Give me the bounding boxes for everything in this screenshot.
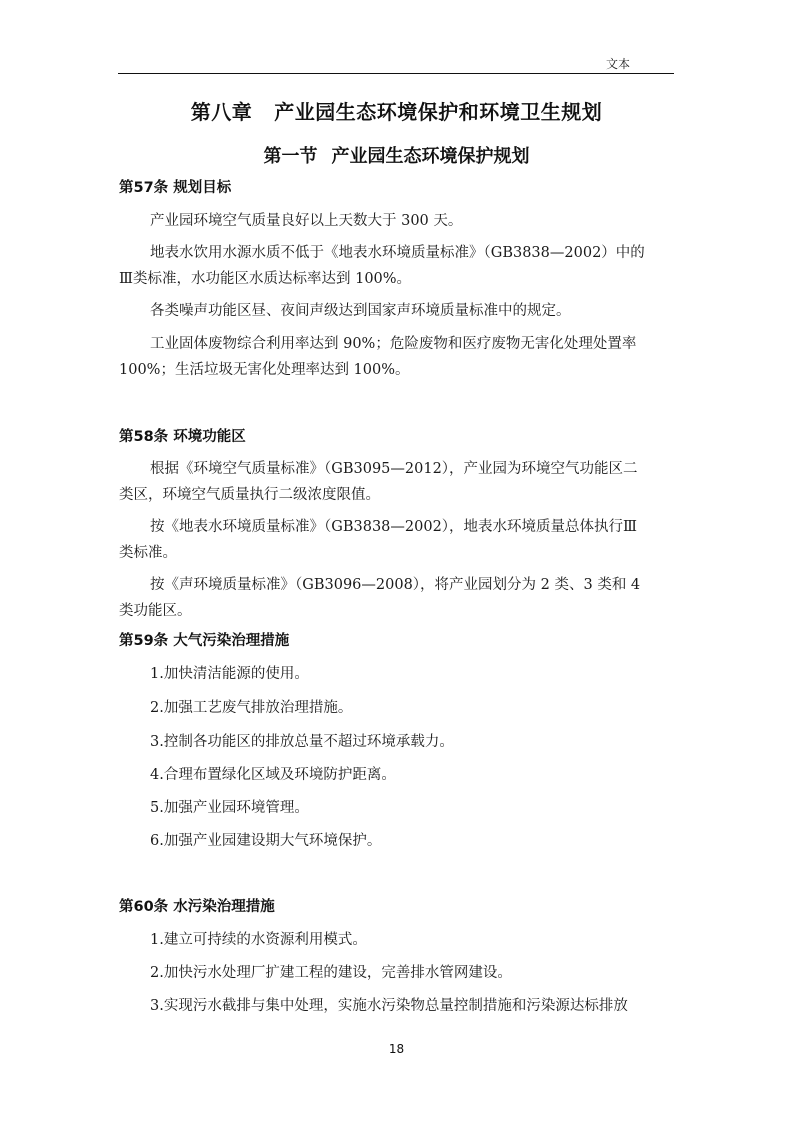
paragraph-line: 按《地表水环境质量标准》（GB3838—2002），地表水环境质量总体执行Ⅲ xyxy=(150,519,638,535)
article-heading: 第59条 大气污染治理措施 xyxy=(119,633,290,649)
paragraph-line: Ⅲ类标准，水功能区水质达标率达到 100%。 xyxy=(119,271,412,287)
section-title xyxy=(0,142,793,168)
article-heading: 第58条 环境功能区 xyxy=(119,429,246,445)
list-item: 1.加快清洁能源的使用。 xyxy=(150,666,309,682)
paragraph-line: 类区，环境空气质量执行二级浓度限值。 xyxy=(119,487,380,503)
section-title-text: 产业园生态环境保护规划 xyxy=(331,146,530,167)
article-heading: 第57条 规划目标 xyxy=(119,180,232,196)
paragraph-line: 按《声环境质量标准》（GB3096—2008），将产业园划分为 2 类、3 类和 4 xyxy=(150,577,641,593)
list-item: 5.加强产业园环境管理。 xyxy=(150,800,309,816)
paragraph-line: 根据《环境空气质量标准》（GB3095—2012），产业园为环境空气功能区二 xyxy=(150,461,638,477)
paragraph-line: 类标准。 xyxy=(119,545,177,561)
list-item: 2.加快污水处理厂扩建工程的建设，完善排水管网建设。 xyxy=(150,965,512,981)
section-number: 第一节 xyxy=(263,146,318,167)
list-item: 3.实现污水截排与集中处理，实施水污染物总量控制措施和污染源达标排放 xyxy=(150,998,628,1014)
list-item: 2.加强工艺废气排放治理措施。 xyxy=(150,700,353,716)
paragraph-line: 产业园环境空气质量良好以上天数大于 300 天。 xyxy=(150,213,463,229)
chapter-number: 第八章 xyxy=(190,100,253,124)
paragraph-line: 地表水饮用水源水质不低于《地表水环境质量标准》（GB3838—2002）中的 xyxy=(150,245,645,261)
header-rule xyxy=(118,73,674,74)
chapter-title xyxy=(0,96,793,125)
paragraph-line: 100%；生活垃圾无害化处理率达到 100%。 xyxy=(119,362,410,378)
header-label: 文本 xyxy=(606,57,631,71)
list-item: 1.建立可持续的水资源利用模式。 xyxy=(150,932,367,948)
list-item: 3.控制各功能区的排放总量不超过环境承载力。 xyxy=(150,734,454,750)
article-heading: 第60条 水污染治理措施 xyxy=(119,899,275,915)
paragraph-line: 类功能区。 xyxy=(119,603,192,619)
page-number: 18 xyxy=(388,1042,405,1056)
list-item: 6.加强产业园建设期大气环境保护。 xyxy=(150,833,382,849)
paragraph-line: 各类噪声功能区昼、夜间声级达到国家声环境质量标准中的规定。 xyxy=(150,303,571,319)
list-item: 4.合理布置绿化区域及环境防护距离。 xyxy=(150,767,396,783)
chapter-title-text: 产业园生态环境保护和环境卫生规划 xyxy=(274,100,603,124)
paragraph-line: 工业固体废物综合利用率达到 90%；危险废物和医疗废物无害化处理处置率 xyxy=(150,336,637,352)
